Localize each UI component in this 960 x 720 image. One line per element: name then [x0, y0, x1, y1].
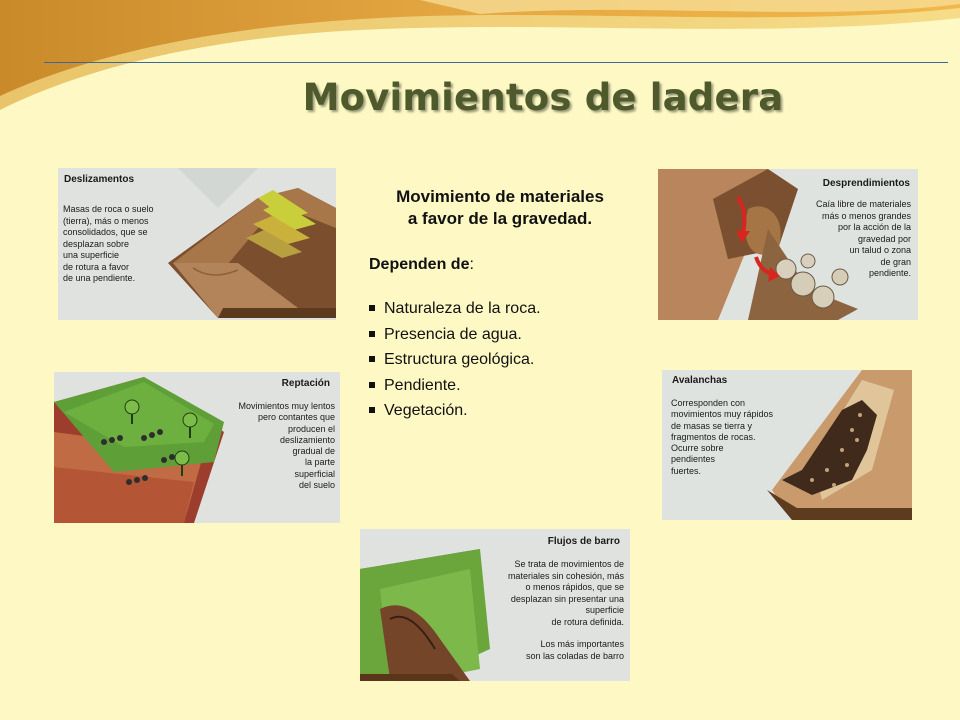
text-line: pendiente.: [868, 268, 911, 278]
factor-text: Presencia de agua.: [384, 325, 522, 343]
center-title: [352, 186, 648, 230]
square-bullet-icon: [369, 305, 375, 311]
text-line: pero contantes que: [257, 412, 335, 423]
panel-flujos-de-barro: [360, 529, 630, 681]
text-line: de gran: [880, 256, 911, 267]
depends-label-text: Dependen de: [369, 256, 470, 273]
factor-item: [369, 322, 648, 348]
square-bullet-icon: [369, 382, 375, 388]
text-line: Se trata de movimientos de: [514, 559, 624, 569]
text-line: producen el: [287, 423, 335, 434]
avalanchas-title: Avalanchas: [672, 375, 728, 386]
depends-colon: :: [469, 256, 474, 273]
text-line: desplazan sin presentar una: [510, 593, 624, 604]
text-line: de rotura definida.: [551, 616, 624, 627]
flujos-title: Flujos de barro: [547, 536, 620, 547]
desprendimientos-title: Desprendimientos: [822, 178, 910, 189]
center-text-block: [352, 186, 648, 424]
text-line: un talud o zona: [849, 245, 911, 255]
text-line: la parte: [304, 457, 335, 468]
text-line: de una pendiente.: [63, 273, 136, 283]
text-line: por la acción de la: [837, 222, 911, 232]
avalanchas-text: [671, 398, 773, 477]
text-line: o menos rápidos, que se: [525, 582, 624, 592]
text-line: (tierra), más o menos: [63, 215, 149, 226]
square-bullet-icon: [369, 331, 375, 337]
text-line: superficie: [585, 605, 624, 615]
text-line: Ocurre sobre: [671, 443, 724, 454]
factor-item: [369, 296, 648, 322]
text-line: del suelo: [298, 480, 335, 491]
text-line: consolidados, que se: [63, 227, 148, 237]
text-line: más o menos grandes: [821, 210, 911, 221]
text-line: Masas de roca o suelo: [63, 204, 154, 214]
factor-text: Vegetación.: [384, 402, 468, 419]
desprendimientos-text: [816, 199, 911, 280]
text-line: pendientes: [671, 454, 716, 465]
text-line: fuertes.: [671, 465, 702, 476]
factor-text: Naturaleza de la roca.: [384, 300, 541, 317]
reptacion-text: [238, 401, 335, 491]
reptacion-title: Reptación: [281, 378, 330, 389]
factor-item: [369, 347, 648, 373]
text-line: Movimientos muy lentos: [238, 401, 335, 411]
text-line: gradual de: [292, 446, 335, 457]
text-line: gravedad por: [857, 233, 911, 244]
text-line: una superficie: [63, 250, 120, 260]
center-title-line: a favor de la gravedad.: [407, 209, 593, 228]
factor-item: [369, 398, 648, 424]
center-title-line: Movimiento de materiales: [396, 187, 604, 206]
panel-reptacion: [54, 372, 340, 523]
title-divider-line: [44, 62, 948, 63]
text-line: fragmentos de rocas.: [671, 431, 756, 442]
text-line: Caía libre de materiales: [815, 199, 911, 209]
factors-list: [369, 296, 648, 424]
text-line: superficial: [294, 468, 335, 479]
panel-avalanchas: [662, 370, 912, 520]
text-line: materiales sin cohesión, más: [507, 570, 624, 581]
square-bullet-icon: [369, 407, 375, 413]
text-line: desplazan sobre: [63, 238, 130, 249]
deslizamientos-title: Deslizamentos: [64, 174, 135, 185]
factor-text: Estructura geológica.: [384, 351, 535, 368]
text-line: movimientos muy rápidos: [671, 409, 774, 420]
depends-label: [369, 256, 648, 274]
panel-desprendimientos: [658, 169, 918, 320]
panel-deslizamientos: [58, 168, 336, 320]
deslizamientos-text: [63, 204, 154, 285]
text-line: deslizamiento: [279, 434, 335, 445]
slide-title: Movimientos de ladera: [302, 76, 784, 119]
factor-text: Pendiente.: [384, 376, 461, 394]
header-wave-decoration: [0, 0, 960, 140]
text-line: Los más importantes: [540, 639, 624, 649]
text-line: son las coladas de barro: [525, 650, 624, 661]
square-bullet-icon: [369, 356, 375, 362]
text-line: Corresponden con: [671, 398, 746, 408]
factor-item: [369, 373, 648, 399]
flujos-text: [508, 559, 624, 662]
text-line: de rotura a favor: [63, 261, 130, 272]
text-line: de masas se tierra y: [671, 420, 753, 431]
